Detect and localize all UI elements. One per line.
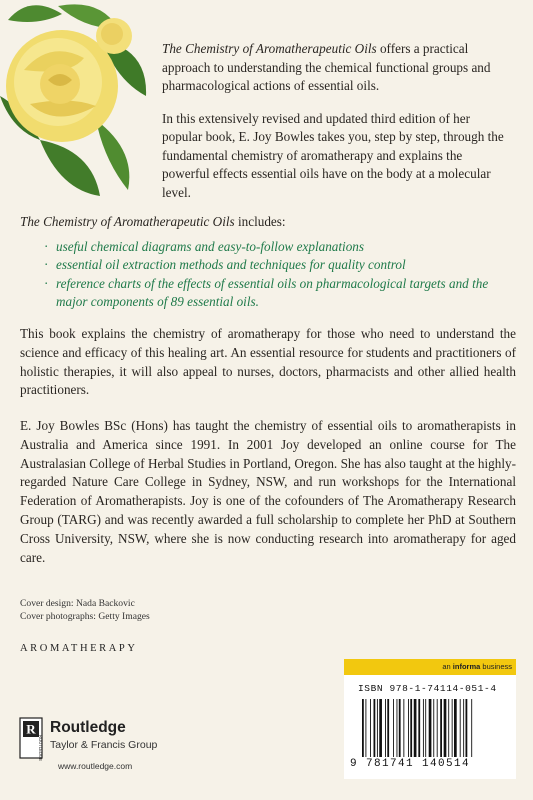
barcode-digits: 9 781741 140514	[350, 758, 471, 770]
barcode-bar	[393, 699, 394, 757]
cover-credits	[20, 598, 150, 623]
barcode-bar	[374, 699, 376, 757]
isbn-label: ISBN 978-1-74114-051-4	[358, 683, 497, 694]
barcode-bar	[448, 699, 449, 757]
barcode-bar	[362, 699, 364, 757]
book-title: The Chemistry of Aromatherapeutic Oils	[162, 41, 377, 56]
intro-block	[162, 40, 512, 214]
barcode-bar	[463, 699, 464, 757]
publisher-group: Taylor & Francis Group	[50, 739, 158, 751]
informa-prefix: an	[442, 662, 453, 671]
barcode-bar	[370, 699, 371, 757]
barcode-bar	[418, 699, 420, 757]
subject-category: AROMATHERAPY	[20, 643, 138, 654]
feature-item: · reference charts of the effects of essential oils on pharmacological targets and the major components of 89 essential oils.	[44, 275, 515, 312]
barcode-bar	[471, 699, 472, 757]
feature-list	[20, 238, 515, 312]
routledge-logo-icon	[20, 718, 43, 762]
logo-vertical-text: ROUTLEDGE	[38, 734, 43, 762]
barcode-bar	[454, 699, 457, 757]
description-paragraph: This book explains the chemistry of aromatherapy for those who need to understand the science and efficacy of this healing art. An essential resource for students and practitioners of holistic therapies, it will also appeal to nurses, doctors, pharmacists and other allied health practitioners.	[20, 326, 516, 398]
barcode-block	[344, 659, 516, 779]
book-title: The Chemistry of Aromatherapeutic Oils	[20, 214, 235, 229]
rose-image	[0, 0, 150, 200]
barcode-bar	[423, 699, 424, 757]
barcode-bar	[414, 699, 417, 757]
includes-lead-text: includes:	[234, 214, 286, 229]
barcode-bar	[433, 699, 434, 757]
informa-banner	[344, 659, 516, 675]
intro-text-1: offers a practical approach to understanding the chemical functional groups and pharmacological actions of essential oils.	[162, 41, 491, 93]
publisher-url[interactable]: www.routledge.com	[58, 761, 133, 771]
intro-paragraph-1	[162, 40, 512, 96]
barcode-bar	[410, 699, 412, 757]
barcode-bar	[444, 699, 447, 757]
barcode-bar	[425, 699, 426, 757]
barcode-bar	[403, 699, 404, 757]
barcode-bar	[466, 699, 468, 757]
barcode-bar	[387, 699, 389, 757]
intro-paragraph-2: In this extensively revised and updated third edition of her popular book, E. Joy Bowles takes you, step by step, through the fundamental chemistry of aromatherapy and explains the powerful effects essential oils have on the body at a molecular level.	[162, 110, 504, 200]
barcode-bar	[452, 699, 453, 757]
barcode-bar	[399, 699, 401, 757]
barcode-bar	[377, 699, 378, 757]
includes-lead	[20, 213, 515, 232]
barcode-icon	[362, 699, 502, 765]
logo-letter: R	[26, 721, 36, 737]
barcode-bar	[440, 699, 442, 757]
feature-item: · essential oil extraction methods and techniques for quality control	[44, 256, 515, 275]
includes-block	[20, 213, 515, 312]
barcode-bar	[437, 699, 438, 757]
barcode-bar	[397, 699, 398, 757]
barcode-bar	[379, 699, 382, 757]
publisher-name: Routledge	[50, 719, 126, 736]
barcode-bar	[385, 699, 386, 757]
informa-suffix: business	[480, 662, 512, 671]
cover-design-credit: Cover design: Nada Backovic	[20, 598, 135, 609]
author-bio: E. Joy Bowles BSc (Hons) has taught the chemistry of essential oils to aromatherapists in Australia and America since 1991. In 2001 Joy developed an online course for The Australasian College of Herbal Studies in Portland, Oregon. She has also taught at the highly-regarded Nature Care College in Sydney, NSW, and run workshops for the International Federation of Aromatherapists. Joy is one of the cofounders of The Aromatherapy Research Group (TARG) and was recently awarded a full scholarship to complete her PhD at Southern Cross University, NSW, where she is now conducting research into aromatherapy for aged care.	[20, 418, 516, 565]
feature-item: · useful chemical diagrams and easy-to-follow explanations	[44, 238, 515, 257]
cover-photo-credit: Cover photographs: Getty Images	[20, 610, 150, 622]
barcode-bar	[460, 699, 461, 757]
informa-brand: informa	[452, 662, 481, 671]
barcode-bar	[408, 699, 409, 757]
barcode-bar	[365, 699, 366, 757]
barcode-bar	[429, 699, 432, 757]
